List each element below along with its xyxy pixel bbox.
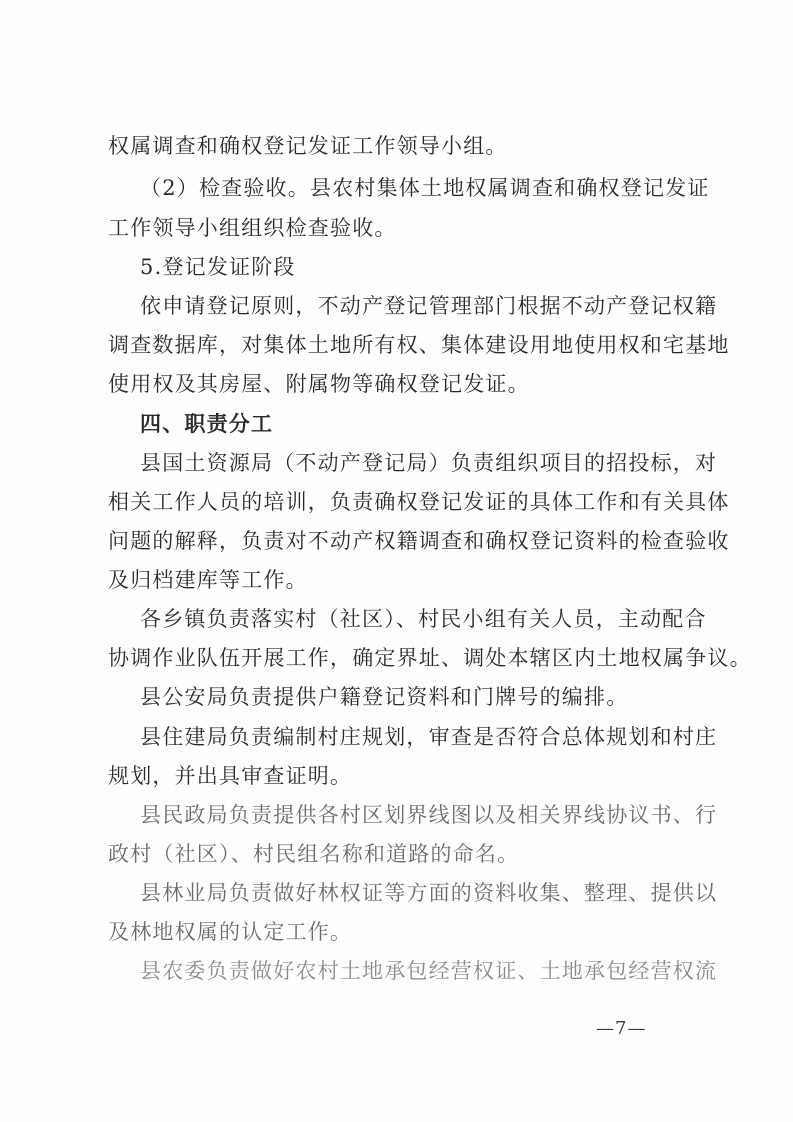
text-line: 及归档建库等工作。 bbox=[108, 568, 308, 592]
text-line: 依申请登记原则，不动产登记管理部门根据不动产登记权籍 bbox=[140, 294, 718, 318]
page-number: —7— bbox=[596, 1018, 647, 1039]
section-heading: 5.登记发证阶段 bbox=[140, 255, 296, 279]
text-line: 县民政局负责提供各村区划界线图以及相关界线协议书、行 bbox=[140, 803, 718, 827]
text-line: 县林业局负责做好林权证等方面的资料收集、整理、提供以 bbox=[140, 881, 718, 905]
text-line: 使用权及其房屋、附属物等确权登记发证。 bbox=[108, 372, 530, 396]
text-line: 县公安局负责提供户籍登记资料和门牌号的编排。 bbox=[140, 685, 629, 709]
section-heading: 四、职责分工 bbox=[140, 411, 274, 436]
text-line: 协调作业队伍开展工作，确定界址、调处本辖区内土地权属争议。 bbox=[108, 646, 752, 670]
text-line: 问题的解释，负责对不动产权籍调查和确权登记资料的检查验收 bbox=[108, 529, 730, 553]
text-line: 政村（社区）、村民组名称和道路的命名。 bbox=[108, 842, 520, 866]
text-line: 县住建局负责编制村庄规划，审查是否符合总体规划和村庄 bbox=[140, 725, 718, 749]
text-line: 县国土资源局（不动产登记局）负责组织项目的招投标，对 bbox=[140, 451, 718, 475]
text-line: 各乡镇负责落实村（社区）、村民小组有关人员，主动配合 bbox=[140, 607, 707, 631]
text-line: 调查数据库，对集体土地所有权、集体建设用地使用权和宅基地 bbox=[108, 333, 730, 357]
text-line: 相关工作人员的培训，负责确权登记发证的具体工作和有关具体 bbox=[108, 490, 730, 514]
text-line: 县农委负责做好农村土地承包经营权证、土地承包经营权流 bbox=[140, 959, 718, 983]
text-line: 权属调查和确权登记发证工作领导小组。 bbox=[108, 134, 508, 158]
text-line: 规划，并出具审查证明。 bbox=[108, 764, 353, 788]
text-line: （2）检查验收。县农村集体土地权属调查和确权登记发证 bbox=[140, 176, 710, 200]
text-line: 工作领导小组组织检查验收。 bbox=[108, 216, 397, 240]
text-line: 及林地权属的认定工作。 bbox=[108, 920, 353, 944]
